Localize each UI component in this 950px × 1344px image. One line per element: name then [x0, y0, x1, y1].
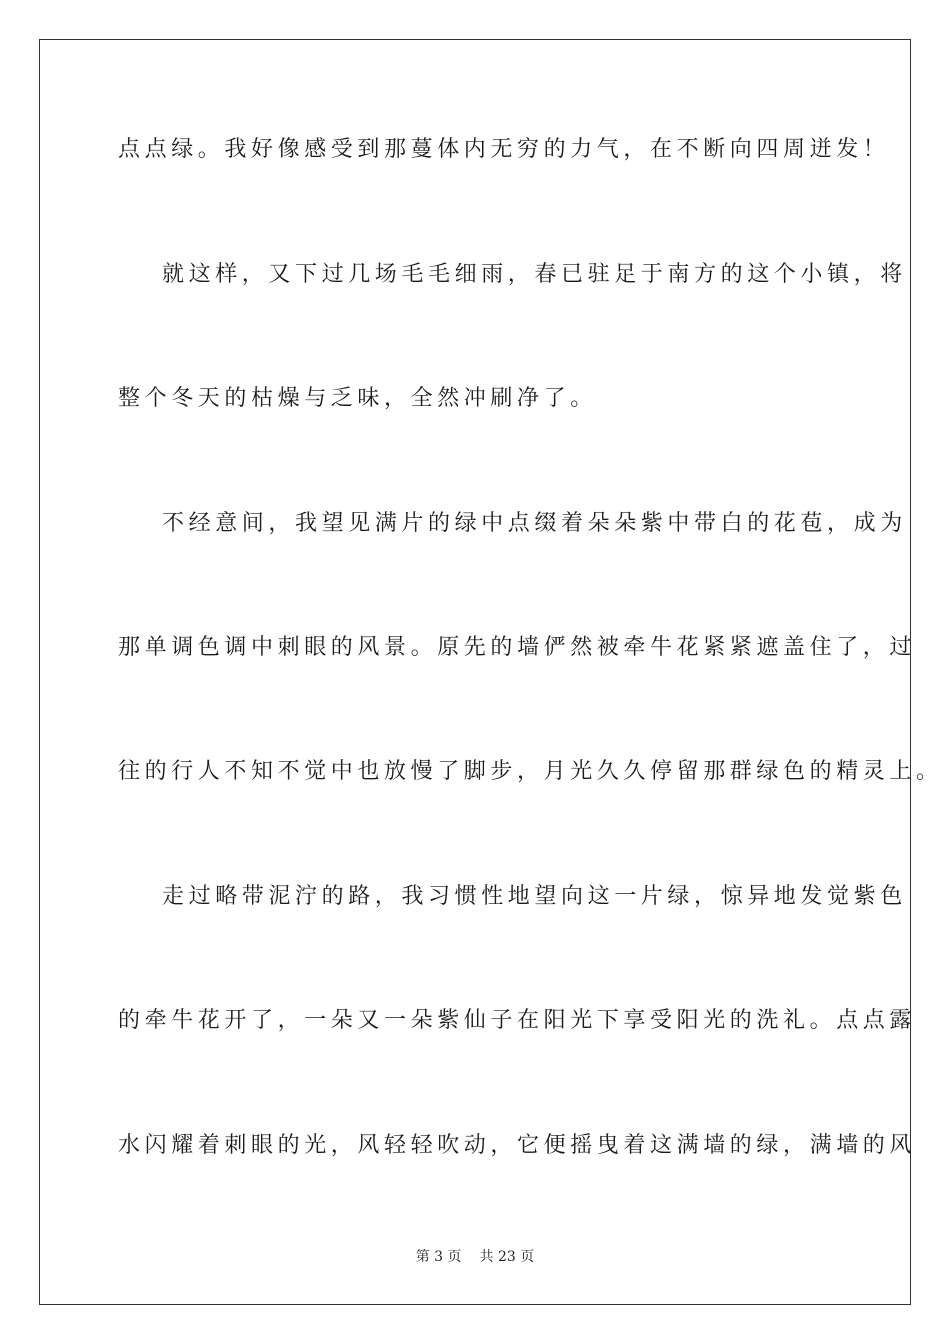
paragraph-line-4: 不经意间，我望见满片的绿中点缀着朵朵紫中带白的花苞，成为: [162, 511, 907, 536]
paragraph-line-2: 就这样，又下过几场毛毛细雨，春已驻足于南方的这个小镇，将: [162, 262, 907, 287]
paragraph-line-9: 水闪耀着刺眼的光，风轻轻吹动，它便摇曳着这满墙的绿，满墙的风: [118, 1133, 917, 1158]
paragraph-line-3: 整个冬天的枯燥与乏味，全然冲刷净了。: [118, 386, 597, 411]
paragraph-line-5: 那单调色调中刺眼的风景。原先的墙俨然被牵牛花紧紧遮盖住了，过: [118, 635, 917, 660]
paragraph-line-8: 的牵牛花开了，一朵又一朵紫仙子在阳光下享受阳光的洗礼。点点露: [118, 1008, 917, 1033]
page-border: [39, 39, 943, 1305]
page-number: 第 3 页: [415, 1249, 462, 1265]
paragraph-line-1: 点点绿。我好像感受到那蔓体内无穷的力气，在不断向四周迸发！: [118, 137, 890, 162]
paragraph-line-6: 往的行人不知不觉中也放慢了脚步，月光久久停留那群绿色的精灵上。: [118, 759, 943, 784]
page-total: 共 23 页: [479, 1249, 535, 1265]
page-footer: [0, 1248, 950, 1266]
paragraph-line-7: 走过略带泥泞的路，我习惯性地望向这一片绿，惊异地发觉紫色: [162, 884, 907, 909]
